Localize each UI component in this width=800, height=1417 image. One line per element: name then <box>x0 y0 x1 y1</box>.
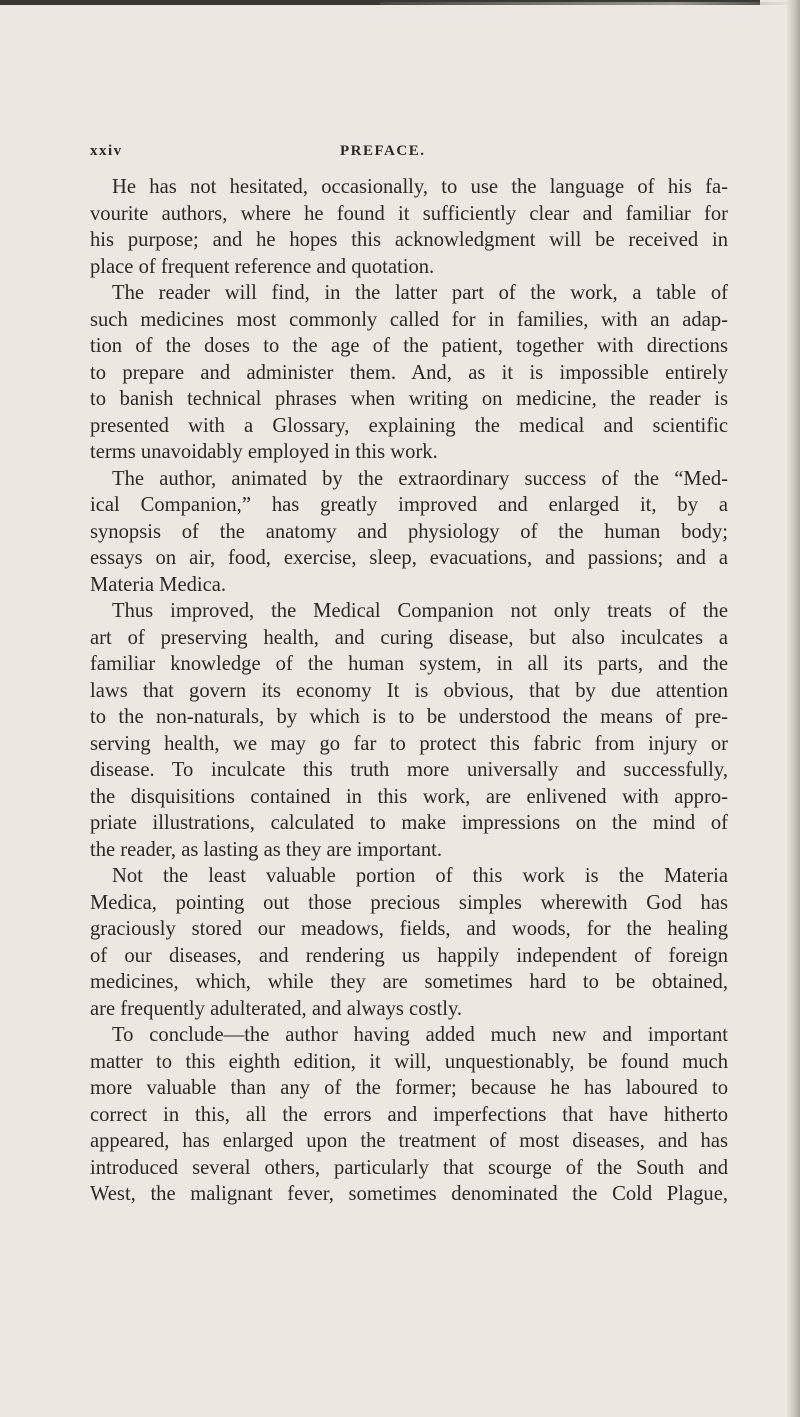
page-header <box>90 143 730 167</box>
text-line: place of frequent reference and quotation. <box>90 255 435 278</box>
text-line: graciously stored our meadows, fields, and woods, for the healing <box>90 918 728 940</box>
text-line: To conclude—the author having added much new and important <box>112 1024 728 1046</box>
text-line: familiar knowledge of the human system, in all its parts, and the <box>90 653 728 675</box>
text-line: West, the malignant fever, sometimes denominated the Cold Plague, <box>90 1183 728 1205</box>
text-line: the reader, as lasting as they are important. <box>90 838 442 861</box>
top-rule-fade <box>380 2 800 5</box>
text-line: are frequently adulterated, and always costly. <box>90 997 463 1020</box>
text-line: Not the least valuable portion of this work is the Materia <box>112 865 728 887</box>
text-line: Materia Medica. <box>90 573 227 596</box>
text-line: appeared, has enlarged upon the treatment of most diseases, and has <box>90 1130 728 1152</box>
text-line: essays on air, food, exercise, sleep, evacuations, and passions; and a <box>90 547 728 569</box>
preface-body <box>90 174 728 1208</box>
text-line: vourite authors, where he found it sufficiently clear and familiar for <box>90 202 728 225</box>
text-line: Thus improved, the Medical Companion not only treats of the <box>112 600 728 622</box>
text-line: correct in this, all the errors and imperfections that have hitherto <box>90 1103 728 1126</box>
text-line: ical Companion,” has greatly improved and enlarged it, by a <box>90 494 728 516</box>
text-line: He has not hesitated, occasionally, to use the language of his fa- <box>112 176 728 198</box>
text-line: disease. To inculcate this truth more universally and successfully, <box>90 759 728 781</box>
text-line: Medica, pointing out those precious simples wherewith God has <box>90 891 728 914</box>
text-line: the disquisitions contained in this work, are enlivened with appro- <box>90 785 728 808</box>
text-line: medicines, which, while they are sometimes hard to be obtained, <box>90 971 728 993</box>
running-title: PREFACE. <box>340 143 426 159</box>
page-edge-shadow <box>786 0 800 1417</box>
text-line: such medicines most commonly called for in families, with an adap- <box>90 308 728 331</box>
text-line: introduced several others, particularly that scourge of the South and <box>90 1156 728 1179</box>
text-line: priate illustrations, calculated to make impressions on the mind of <box>90 812 728 834</box>
page-number: xxiv <box>90 143 123 159</box>
text-line: his purpose; and he hopes this acknowledgment will be received in <box>90 229 728 251</box>
text-line: to prepare and administer them. And, as it is impossible entirely <box>90 361 728 384</box>
text-line: art of preserving health, and curing disease, but also inculcates a <box>90 626 728 649</box>
text-line: to banish technical phrases when writing on medicine, the reader is <box>90 388 728 410</box>
text-line: The reader will find, in the latter part of the work, a table of <box>112 282 728 304</box>
text-line: terms unavoidably employed in this work. <box>90 441 438 463</box>
text-line: matter to this eighth edition, it will, unquestionably, be found much <box>90 1050 728 1073</box>
text-line: laws that govern its economy It is obvious, that by due attention <box>90 679 728 702</box>
text-line: tion of the doses to the age of the patient, together with directions <box>90 335 728 357</box>
text-line: serving health, we may go far to protect this fabric from injury or <box>90 732 728 755</box>
text-line: more valuable than any of the former; because he has laboured to <box>90 1077 728 1099</box>
text-line: The author, animated by the extraordinary success of the “Med- <box>112 467 728 490</box>
text-line: to the non-naturals, by which is to be understood the means of pre- <box>90 706 728 728</box>
text-line: presented with a Glossary, explaining the medical and scientific <box>90 414 728 437</box>
text-line: of our diseases, and rendering us happily independent of foreign <box>90 944 728 967</box>
text-line: synopsis of the anatomy and physiology of the human body; <box>90 520 728 543</box>
